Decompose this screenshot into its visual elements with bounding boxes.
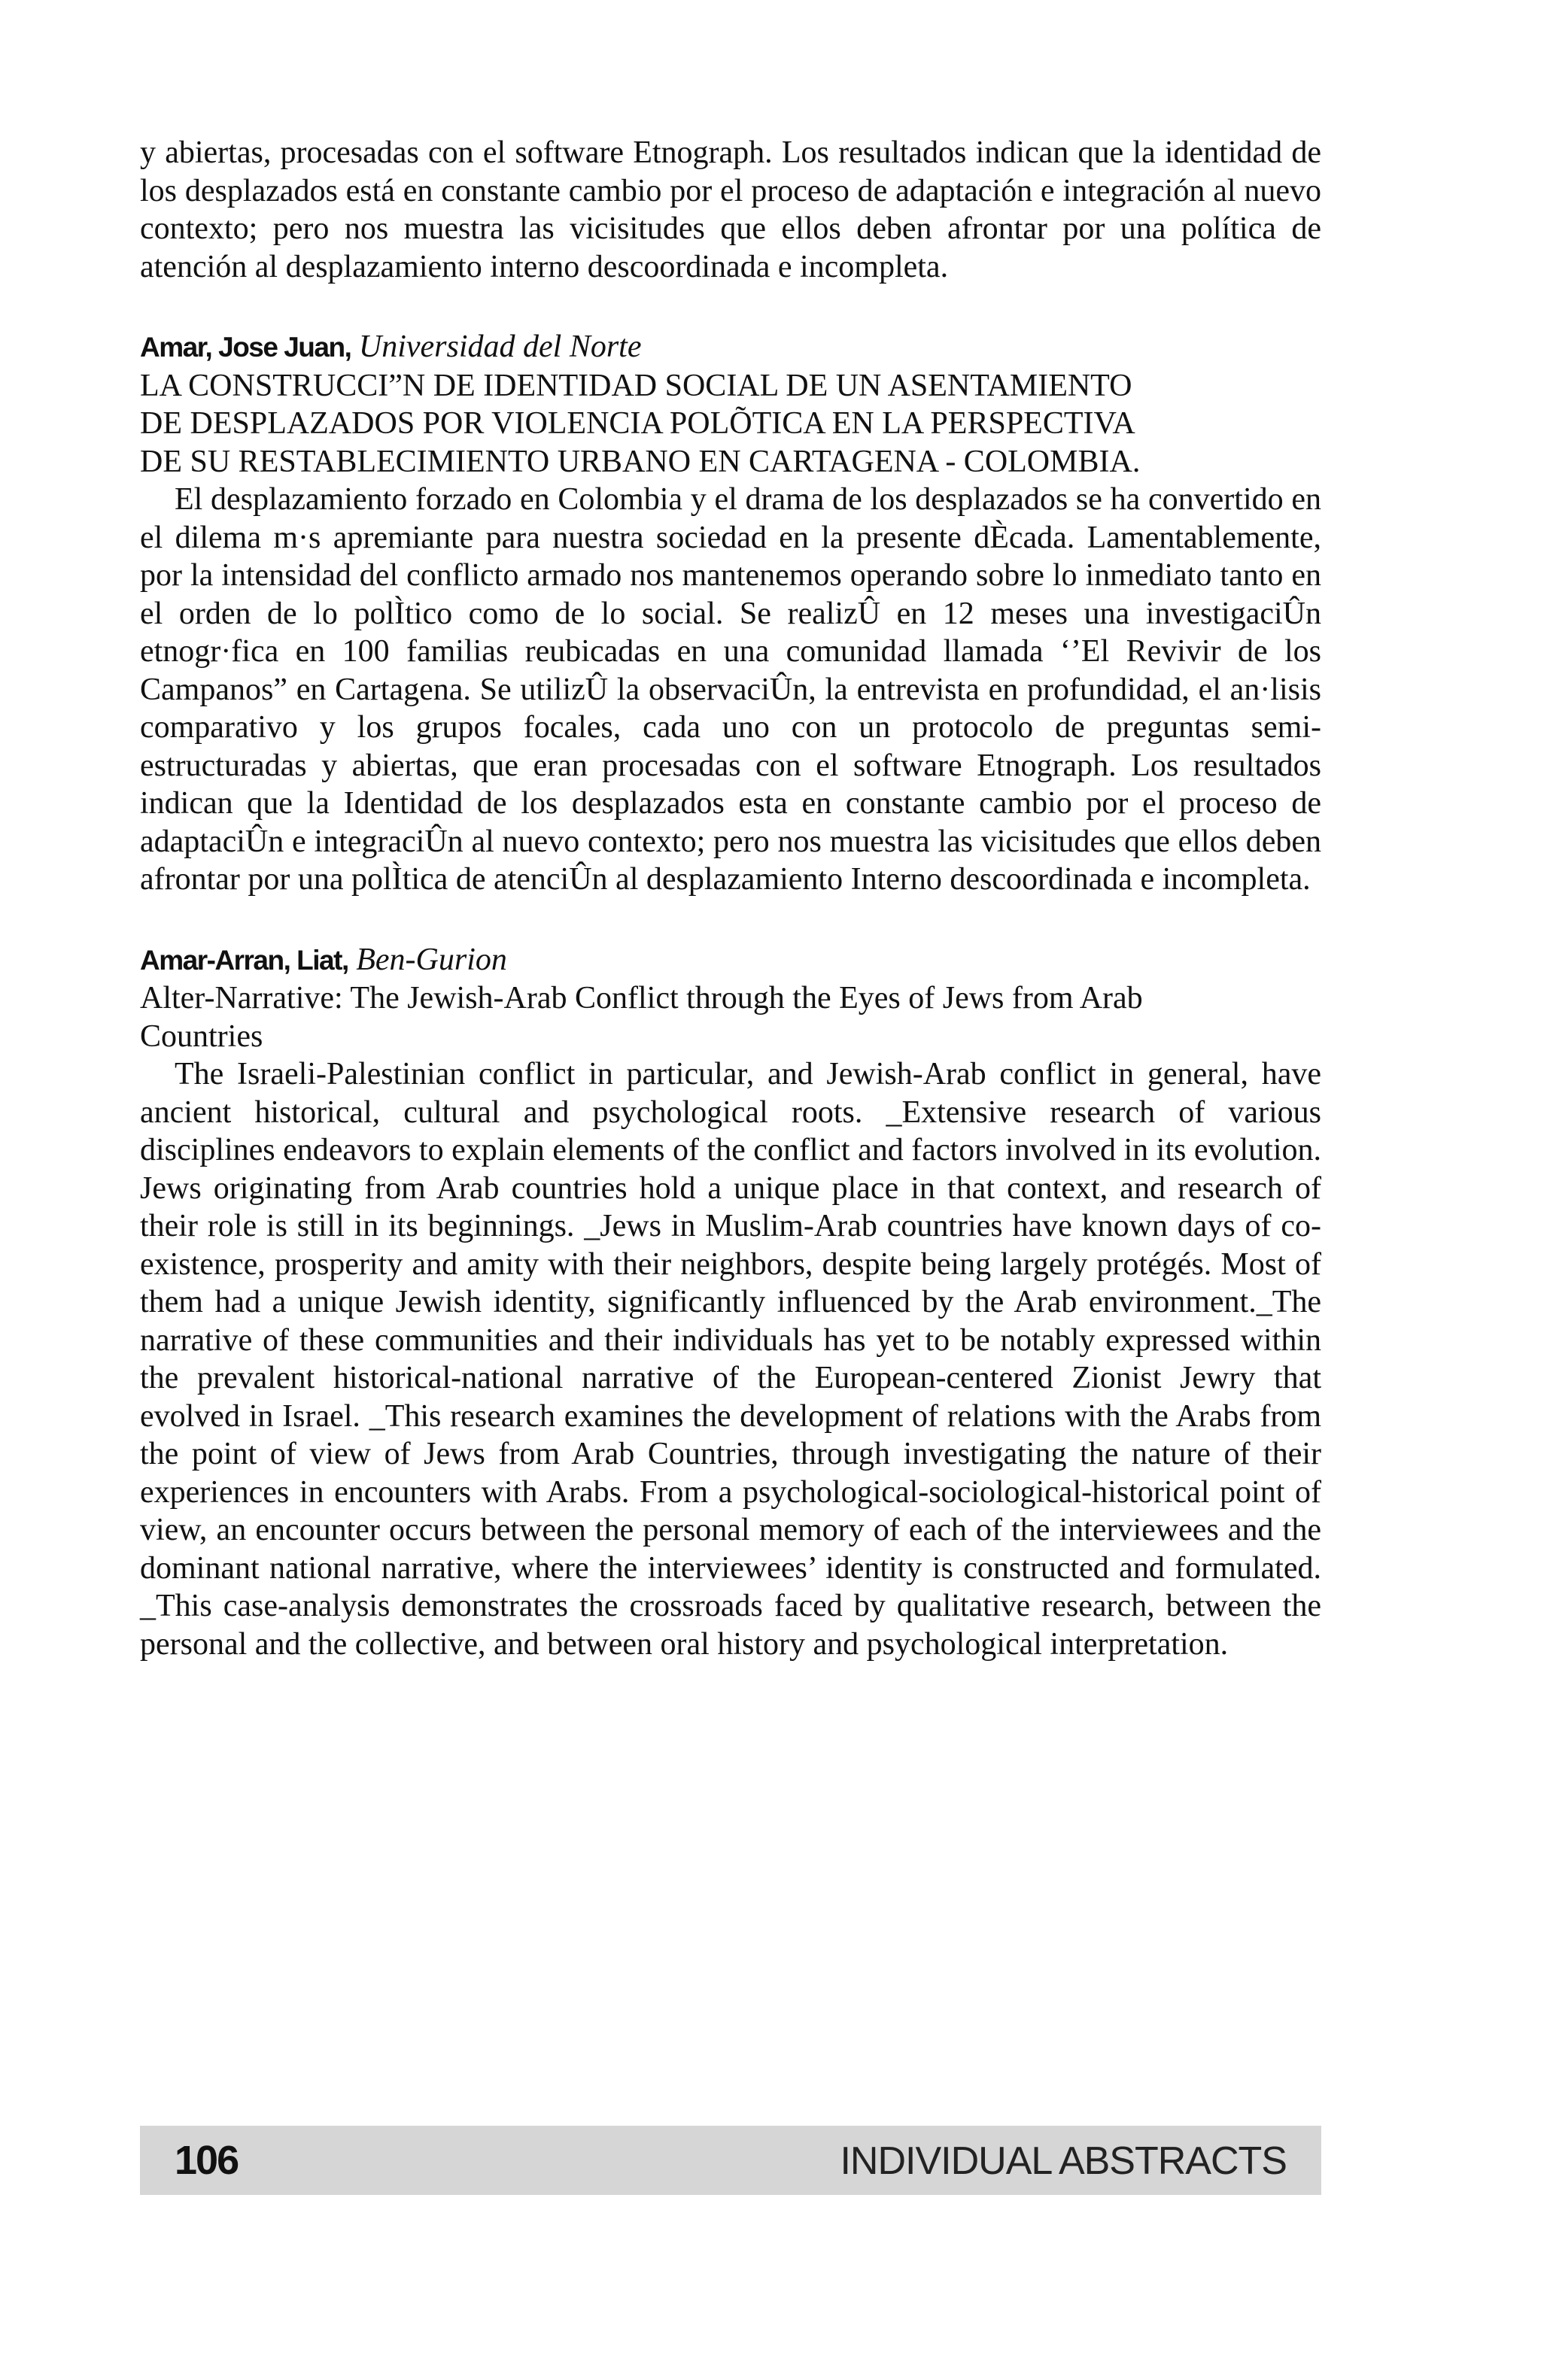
page-footer	[140, 2126, 1321, 2195]
abstract-entry-amar-arran	[140, 941, 1321, 1664]
entry-title-line: Countries	[140, 1018, 263, 1054]
entry-abstract: El desplazamiento forzado en Colombia y el drama de los desplazados se ha convertido en el dilema m·s apremiante para nuestra sociedad en la presente dÈcada. Lamentablemente, por la intensidad del conflicto armado nos mantenemos operando sobre lo inmediato tanto en el orden de lo polÌtico como de lo social. Se realizÛ en 12 meses una investigaciÛn etnogr·fica en 100 familias reubicadas en una comunidad llamada ‘’El Revivir de los Campanos” en Cartagena. Se utilizÛ la observaciÛn, la entrevista en profundidad, el an·lisis comparativo y los grupos focales, cada uno con un protocolo de preguntas semi-estructuradas y abiertas, que eran procesadas con el software Etnograph. Los resultados indican que la Identidad de los desplazados esta en constante cambio por el proceso de adaptaciÛn e integraciÛn al nuevo contexto; pero nos muestra las vicisitudes que ellos deben afrontar por una polÌtica de atenciÛn al desplazamiento Interno descoordinada e incompleta.	[140, 482, 1321, 897]
entry-title-line: DE SU RESTABLECIMIENTO URBANO EN CARTAGENA - COLOMBIA.	[140, 444, 1141, 479]
entry-heading	[140, 941, 1321, 980]
entry-affiliation: Universidad del Norte	[358, 329, 642, 364]
intro-paragraph: y abiertas, procesadas con el software Etnograph. Los resultados indican que la identidad de los desplazados está en constante cambio por el proceso de adaptación e integración al nuevo contexto; pero nos muestra las vicisitudes que ellos deben afrontar por una política de atención al desplazamiento interno descoordinada e incompleta.	[140, 135, 1321, 284]
running-section-title: INDIVIDUAL ABSTRACTS	[840, 2139, 1287, 2183]
entry-abstract: The Israeli-Palestinian conflict in particular, and Jewish-Arab conflict in general, have ancient historical, cultural and psychological roots. _Extensive research of various disciplines endeavors to explain elements of the conflict and factors involved in its evolution. Jews originating from Arab countries hold a unique place in that context, and research of their role is still in its beginnings. _Jews in Muslim-Arab countries have known days of co-existence, prosperity and amity with their neighbors, despite being largely protégés. Most of them had a unique Jewish identity, significantly influenced by the Arab environment._The narrative of these communities and their individuals has yet to be notably expressed within the prevalent historical-national narrative of the European-centered Zionist Jewry that evolved in Israel. _This research examines the development of relations with the Arabs from the point of view of Jews from Arab Countries, through investigating the nature of their experiences in encounters with Arabs. From a psychological-sociological-historical point of view, an encounter occurs between the personal memory of each of the interviewees and the dominant national narrative, where the interviewees’ identity is constructed and formulated. _This case-analysis demonstrates the crossroads faced by qualitative research, between the personal and the collective, and between oral history and psychological interpretation.	[140, 1057, 1321, 1662]
entry-author: Amar-Arran, Liat,	[140, 944, 348, 976]
page-number: 106	[175, 2138, 239, 2183]
entry-heading	[140, 328, 1321, 367]
entry-author: Amar, Jose Juan,	[140, 332, 351, 363]
entry-title-line: DE DESPLAZADOS POR VIOLENCIA POLÕTICA EN LA PERSPECTIVA	[140, 406, 1135, 441]
abstract-entry-amar	[140, 328, 1321, 899]
entry-title-line: Alter-Narrative: The Jewish-Arab Conflict through the Eyes of Jews from Arab	[140, 981, 1143, 1015]
entry-affiliation: Ben-Gurion	[356, 942, 507, 977]
page-body	[140, 134, 1321, 1663]
entry-title-line: LA CONSTRUCCI”N DE IDENTIDAD SOCIAL DE UN ASENTAMIENTO	[140, 368, 1132, 403]
